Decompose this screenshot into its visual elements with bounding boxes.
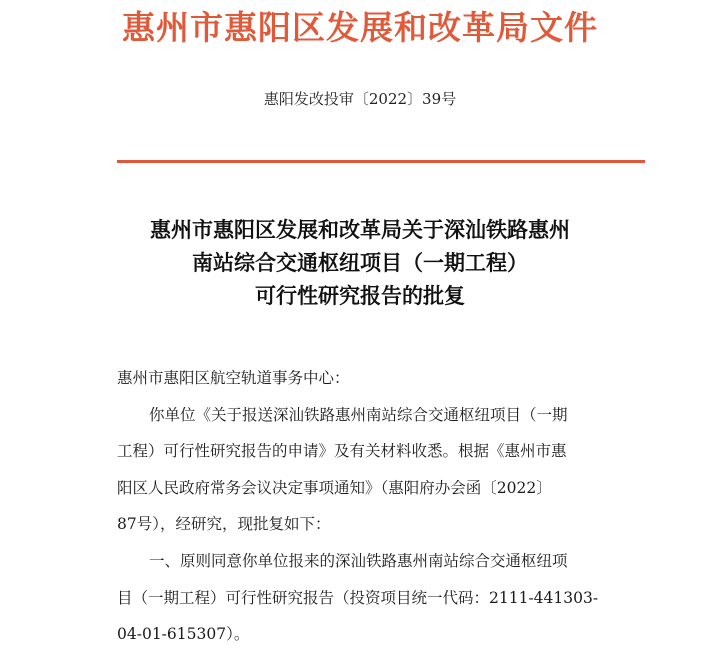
body-line: 一、原则同意你单位报来的深汕铁路惠州南站综合交通枢纽项 xyxy=(149,551,568,570)
body-line: 目（一期工程）可行性研究报告（投资项目统一代码：2111-441303- xyxy=(117,588,599,607)
letterhead: 惠州市惠阳区发展和改革局文件 xyxy=(122,8,598,47)
document-number: 惠阳发改投审〔2022〕39号 xyxy=(263,90,457,108)
addressee: 惠州市惠阳区航空轨道事务中心： xyxy=(117,369,350,387)
document-body xyxy=(117,360,649,653)
body-line: 工程）可行性研究报告的申请》及有关材料收悉。根据《惠州市惠 xyxy=(117,442,567,461)
body-line: 04-01-615307）。 xyxy=(117,625,250,644)
red-divider xyxy=(117,160,645,163)
body-line: 你单位《关于报送深汕铁路惠州南站综合交通枢纽项目（一期 xyxy=(149,405,568,424)
body-line: 87号），经研究，现批复如下： xyxy=(117,515,331,534)
title-line-3: 可行性研究报告的批复 xyxy=(255,284,465,308)
title-line-1: 惠州市惠阳区发展和改革局关于深汕铁路惠州 xyxy=(150,218,570,242)
document-title xyxy=(0,214,720,313)
title-line-2: 南站综合交通枢纽项目（一期工程） xyxy=(192,251,528,275)
body-line: 阳区人民政府常务会议决定事项通知》（惠阳府办会函〔2022〕 xyxy=(117,478,552,497)
